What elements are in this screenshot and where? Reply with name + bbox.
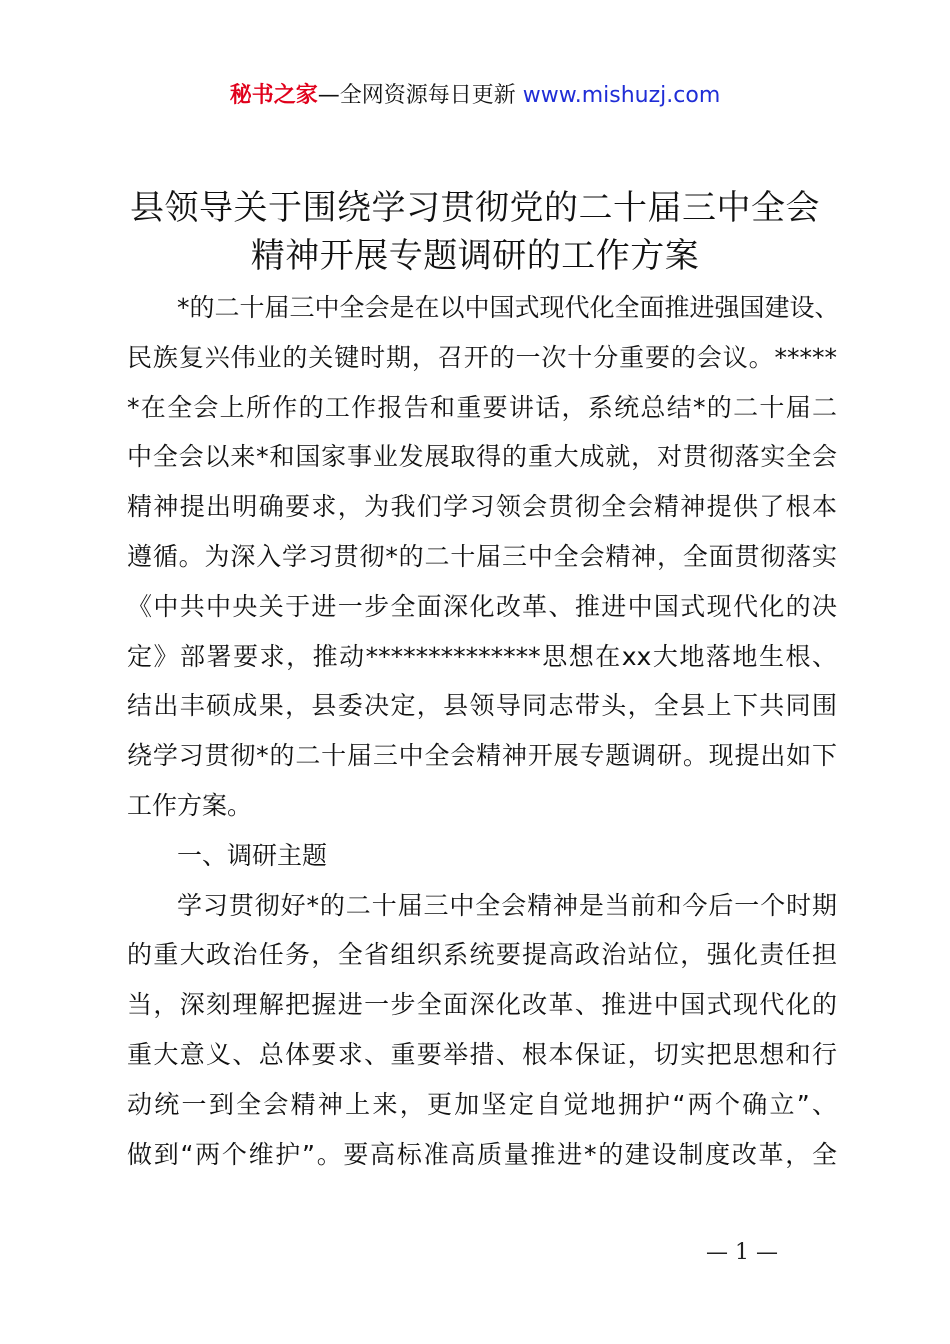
document-title-line-2: 精神开展专题调研的工作方案 [250, 236, 700, 276]
paragraph-line: 绕学习贯彻*的二十届三中全会精神开展专题调研。现提出如下 [127, 741, 837, 771]
paragraph-line: 做到“两个维护”。要高标准高质量推进*的建设制度改革，全 [127, 1139, 837, 1169]
paragraph-line: 工作方案。 [127, 790, 253, 820]
paragraph-intro [127, 283, 840, 831]
site-tagline: —全网资源每日更新 [317, 83, 516, 108]
paragraph-line: 动统一到全会精神上来，更加坚定自觉地拥护“两个确立”、 [127, 1089, 837, 1119]
site-brand: 秘书之家 [229, 83, 318, 108]
paragraph-research-theme [127, 881, 837, 1180]
document-body [127, 283, 840, 1179]
paragraph-line: 民族复兴伟业的关键时期，召开的一次十分重要的会议。***** [127, 342, 837, 372]
paragraph-line: 定》部署要求，推动**************思想在xx大地落地生根、 [127, 641, 837, 671]
document-title-line-1: 县领导关于围绕学习贯彻党的二十届三中全会 [130, 188, 820, 228]
paragraph-line: 精神提出明确要求，为我们学习领会贯彻全会精神提供了根本 [127, 492, 837, 522]
paragraph-line: 学习贯彻好*的二十届三中全会精神是当前和今后一个时期 [177, 890, 837, 920]
paragraph-line: 《中共中央关于进一步全面深化改革、推进中国式现代化的决 [127, 591, 837, 621]
paragraph-line: 结出丰硕成果，县委决定，县领导同志带头，全县上下共同围 [127, 691, 837, 721]
site-url[interactable]: www.mishuzj.com [522, 83, 721, 108]
paragraph-line: 当，深刻理解把握进一步全面深化改革、推进中国式现代化的 [127, 990, 837, 1020]
site-header [0, 80, 950, 112]
paragraph-line: *在全会上所作的工作报告和重要讲话，系统总结*的二十届二 [127, 392, 837, 422]
paragraph-line: *的二十届三中全会是在以中国式现代化全面推进强国建设、 [177, 293, 840, 322]
paragraph-line: 遵循。为深入学习贯彻*的二十届三中全会精神，全面贯彻落实 [127, 541, 837, 571]
paragraph-line: 中全会以来*和国家事业发展取得的重大成就，对贯彻落实全会 [127, 442, 837, 472]
paragraph-line: 的重大政治任务，全省组织系统要提高政治站位，强化责任担 [127, 940, 837, 970]
paragraph-line: 重大意义、总体要求、重要举措、根本保证，切实把思想和行 [127, 1039, 837, 1069]
page-number: — 1 — [706, 1240, 778, 1265]
document-title [0, 184, 950, 280]
section-heading-research-theme: 一、调研主题 [177, 840, 328, 870]
